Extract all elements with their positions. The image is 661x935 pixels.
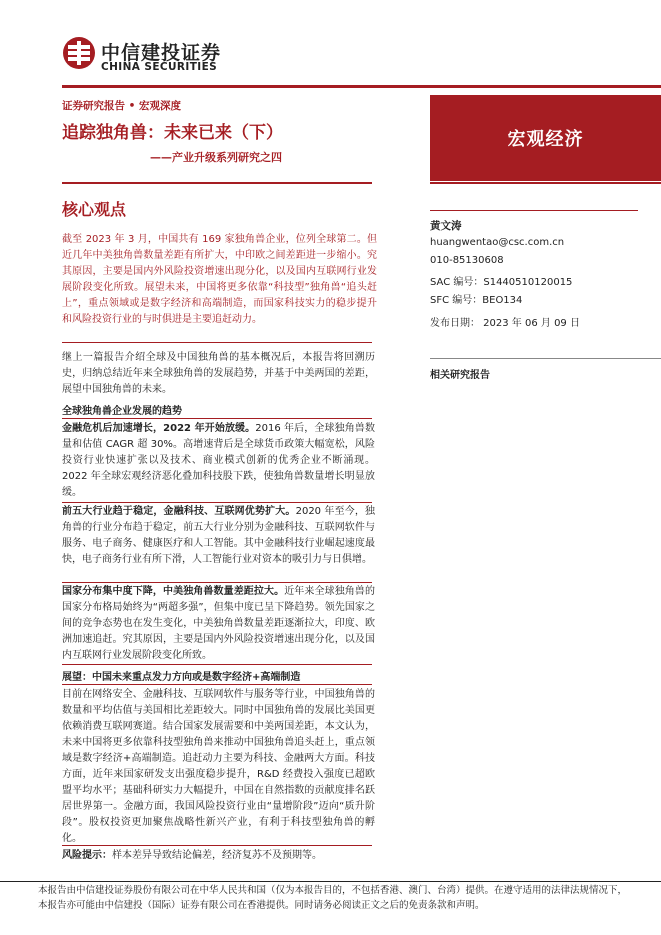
- author-phone: 010-85130608: [430, 255, 504, 266]
- logo-english-name: CHINA SECURITIES: [101, 61, 218, 73]
- section1-rule: [62, 418, 372, 419]
- footer-disclaimer-line2: 本报告亦可能由中信建投（国际）证券有限公司在香港提供。同时请务必阅读正文之后的免责条款和声明。: [38, 900, 485, 911]
- paragraph-2: [62, 504, 375, 568]
- author-rule: [430, 210, 638, 211]
- risk-warning-text: 样本差异导致结论偏差，经济复苏不及预期等。: [112, 850, 322, 861]
- footer-disclaimer-line1: 本报告由中信建投证券股份有限公司在中华人民共和国（仅为本报告目的，不包括香港、澳门、台湾）提供。在遵守适用的法律法规情况下，: [38, 885, 628, 896]
- paragraph-1: [62, 421, 375, 501]
- paragraph-3-rule: [62, 664, 372, 665]
- author-sac: SAC 编号：S1440510120015: [430, 277, 573, 288]
- paragraph-1-text: 2016 年后，全球独角兽数量和估值 CAGR 超 30%。高增速背后是全球货币政策大幅宽松，风险投资行业快速扩张以及技术、商业模式创新的优秀企业不断涌现。2022 年全球宏观经济恶化叠加科技股下跌，使独角兽数量增长明显放缓。: [62, 423, 375, 498]
- related-reports-heading[interactable]: 相关研究报告: [430, 370, 490, 381]
- paragraph-4-rule: [62, 845, 372, 846]
- paragraph-3-text: 近年来全球独角兽的国家分布格局始终为“两超多强”，但集中度已呈下降趋势。领先国家之间的竞争态势也在发生变化，中美独角兽数量差距逐渐拉大，印度、欧洲加速追赶。究其原因，主要是国内外风险投资增速出现分化，以及国内互联网行业发展阶段变化所致。: [62, 586, 376, 661]
- author-name: 黄文涛: [430, 220, 462, 232]
- sector-badge: 宏观经济: [430, 95, 661, 181]
- publish-date: 发布日期： 2023 年 06 月 09 日: [430, 318, 580, 329]
- paragraph-3: [62, 584, 375, 664]
- logo-chinese-name: 中信建投证券: [101, 42, 222, 64]
- report-title: 追踪独角兽：未来已来（下）: [62, 123, 283, 143]
- author-sfc: SFC 编号：BEO134: [430, 295, 523, 306]
- report-category: 证券研究报告 • 宏观深度: [62, 100, 182, 112]
- report-subtitle: ——产业升级系列研究之四: [150, 151, 282, 164]
- paragraph-1-lead: 金融危机后加速增长，2022 年开始放缓。: [62, 423, 256, 434]
- author-email[interactable]: huangwentao@csc.com.cn: [430, 237, 565, 248]
- paragraph-2-rule: [62, 582, 372, 583]
- section1-heading: 全球独角兽企业发展的趋势: [62, 406, 182, 417]
- paragraph-1-rule: [62, 502, 372, 503]
- intro-paragraph: 继上一篇报告介绍全球及中国独角兽的基本概况后，本报告将回溯历史，归纳总结近年来全球独角兽的发展趋势，并基于中美两国的差距，展望中国独角兽的未来。: [62, 352, 375, 395]
- risk-warning: [62, 848, 375, 864]
- section2-heading: 展望：中国未来重点发力方向或是数字经济+高端制造: [62, 672, 301, 683]
- risk-warning-label: 风险提示：: [62, 850, 112, 861]
- footer-rule: [0, 881, 661, 882]
- core-view-heading: 核心观点: [62, 200, 127, 219]
- company-logo-icon: [62, 36, 96, 70]
- related-rule: [430, 358, 661, 359]
- paragraph-4: 目前在网络安全、金融科技、互联网软件与服务等行业，中国独角兽的数量和平均估值与美国相比差距较大。同时中国独角兽的发展比美国更依赖消费互联网赛道。结合国家发展需要和中美两国差距，本文认为，未来中国将更多依靠科技型独角兽来推动中国独角兽追头赶上，重点领域是数字经济+高端制造。追赶动力主要为科技、金融两大方面。科技方面，近年来国家研发支出强度稳步提升，R&D 经费投入强度已超欧盟平均水平；基础科研实力大幅提升，中国在自然指数的贡献度排名跃居世界第一。金融方面，我国风险投资行业由“量增阶段”迈向“质升阶段”。股权投资更加聚焦战略性新兴产业，有利于科技型独角兽的孵化。: [62, 689, 375, 844]
- section2-rule: [62, 684, 372, 685]
- header-rule: [62, 85, 661, 88]
- core-divider: [62, 342, 372, 343]
- paragraph-2-text: 2020 年至今，独角兽的行业分布趋于稳定，前五大行业分别为金融科技、互联网软件与服务、电子商务、健康医疗和人工智能。其中金融科技行业崛起速度最快，电子商务行业有所下滑，人工智能行业对资本的吸引力与日俱增。: [62, 506, 376, 565]
- title-divider: [62, 182, 372, 184]
- paragraph-3-lead: 国家分布集中度下降，中美独角兽数量差距拉大。: [62, 586, 285, 597]
- sidebar-divider: [430, 182, 661, 184]
- core-view-summary: 截至 2023 年 3 月，中国共有 169 家独角兽企业，位列全球第二。但近几年中美独角兽数量差距有所扩大，中印欧之间差距进一步缩小。究其原因，主要是国内外风险投资增速出现分化，以及国内互联网行业发展阶段变化所致。展望未来，中国将更多依靠“科技型”独角兽“追头赶上”，重点领域或是数字经济和高端制造，而国家科技实力的稳步提升和风险投资行业的与时俱进是主要追赶动力。: [62, 234, 377, 325]
- paragraph-2-lead: 前五大行业趋于稳定，金融科技、互联网优势扩大。: [62, 506, 296, 517]
